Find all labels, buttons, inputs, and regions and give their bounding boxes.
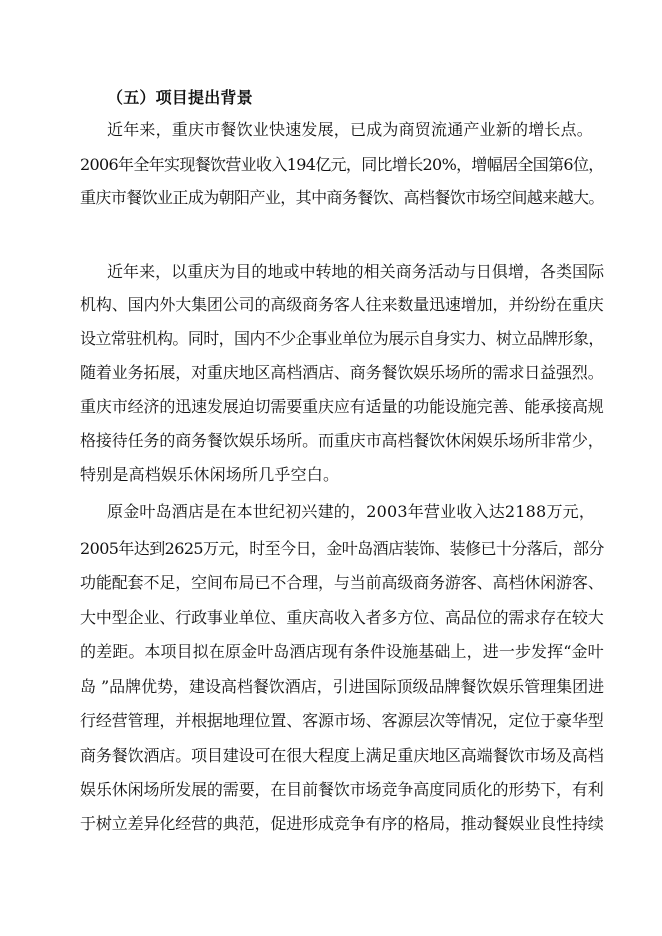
paragraph-line: 娱乐休闲场所发展的需要，在目前餐饮市场竞争高度同质化的形势下，有利 bbox=[80, 780, 604, 799]
paragraph-line: 功能配套不足，空间布局已不合理，与当前高级商务游客、高档休闲游客、 bbox=[80, 573, 604, 592]
paragraph-line: 岛 ”品牌优势，建设高档餐饮酒店，引进国际顶级品牌餐饮娱乐管理集团进 bbox=[80, 677, 605, 696]
paragraph-line: 机构、国内外大集团公司的高级商务客人往来数量迅速增加，并纷纷在重庆 bbox=[80, 295, 604, 314]
paragraph-line: 格接待任务的商务餐饮娱乐场所。而重庆市高档餐饮休闲娱乐场所非常少， bbox=[80, 431, 604, 450]
paragraph-line: 随着业务拓展，对重庆地区高档酒店、商务餐饮娱乐场所的需求日益强烈。 bbox=[80, 363, 604, 382]
section-heading: （五）项目提出背景 bbox=[107, 88, 253, 107]
paragraph-line: 重庆市经济的迅速发展迫切需要重庆应有适量的功能设施完善、能承接高规 bbox=[80, 397, 604, 416]
paragraph-line: 的差距。本项目拟在原金叶岛酒店现有条件设施基础上，进一步发挥“金叶 bbox=[80, 642, 604, 661]
paragraph-line: 重庆市餐饮业正成为朝阳产业，其中商务餐饮、高档餐饮市场空间越来越大。 bbox=[80, 188, 604, 207]
paragraph-line: 大中型企业、行政事业单位、重庆高收入者多方位、高品位的需求存在较大 bbox=[80, 608, 604, 627]
paragraph-line: 2005年达到2625万元，时至今日，金叶岛酒店装饰、装修已十分落后，部分 bbox=[80, 539, 604, 558]
paragraph-line: 近年来，重庆市餐饮业快速发展，已成为商贸流通产业新的增长点。 bbox=[107, 120, 594, 139]
paragraph-line: 于树立差异化经营的典范，促进形成竞争有序的格局，推动餐娱业良性持续 bbox=[80, 814, 604, 833]
paragraph-line: 近年来，以重庆为目的地或中转地的相关商务活动与日俱增，各类国际 bbox=[107, 262, 605, 281]
paragraph-line: 2006年全年实现餐饮营业收入194亿元，同比增长20%，增幅居全国第6位， bbox=[80, 155, 604, 174]
paragraph-line: 原金叶岛酒店是在本世纪初兴建的，2003年营业收入达2188万元， bbox=[107, 502, 596, 521]
paragraph-line: 设立常驻机构。同时，国内不少企事业单位为展示自身实力、树立品牌形象， bbox=[80, 329, 604, 348]
paragraph-line: 特别是高档娱乐休闲场所几乎空白。 bbox=[80, 465, 340, 484]
paragraph-line: 行经营管理，并根据地理位置、客源市场、客源层次等情况，定位于豪华型 bbox=[80, 711, 604, 730]
paragraph-line: 商务餐饮酒店。项目建设可在很大程度上满足重庆地区高端餐饮市场及高档 bbox=[80, 746, 604, 765]
